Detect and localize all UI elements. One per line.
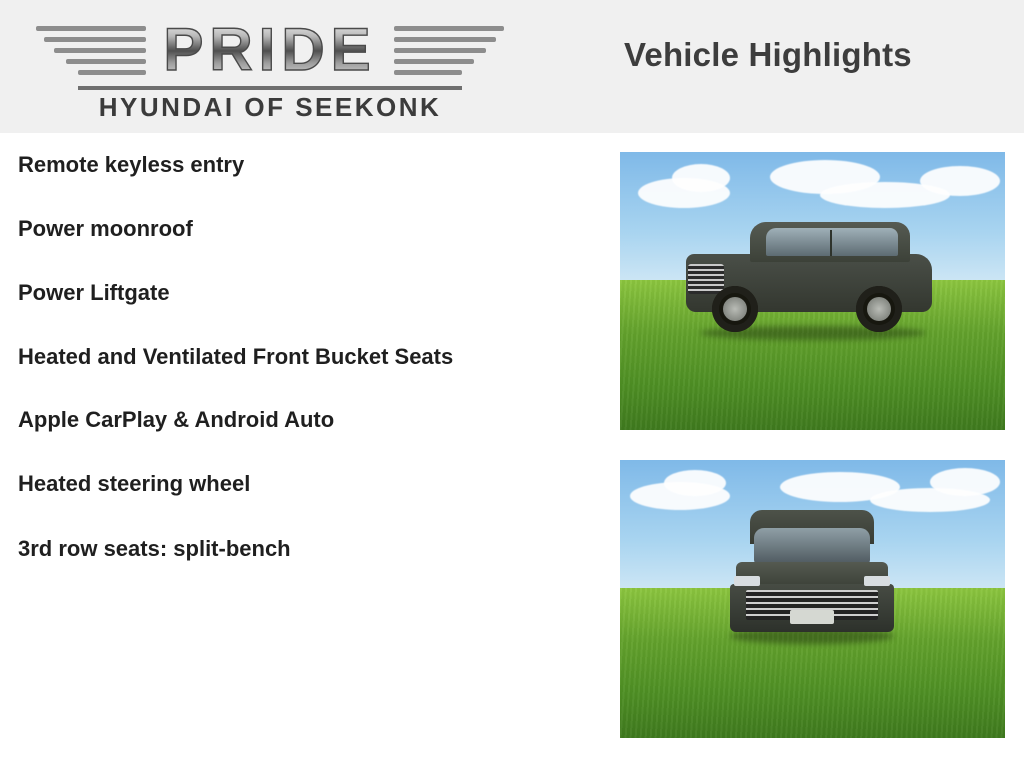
vehicle-front-three-quarter-photo <box>620 152 1005 430</box>
vehicle-features-list <box>18 148 598 596</box>
feature-item: Power Liftgate <box>18 280 170 306</box>
cloud-shape <box>664 470 726 496</box>
suv-front-illustration <box>724 510 900 650</box>
suv-side-illustration <box>680 214 938 334</box>
dealer-logo <box>0 0 600 133</box>
feature-item: Heated steering wheel <box>18 471 251 497</box>
feature-item: Apple CarPlay & Android Auto <box>18 407 335 433</box>
page-title: Vehicle Highlights <box>624 36 912 73</box>
pride-hyundai-logo-icon <box>20 4 520 128</box>
feature-item: 3rd row seats: split-bench <box>18 535 291 561</box>
vehicle-front-photo <box>620 460 1005 738</box>
feature-item: Heated and Ventilated Front Bucket Seats <box>18 344 454 370</box>
page-header <box>0 0 1024 133</box>
cloud-shape <box>672 164 730 192</box>
cloud-shape <box>930 468 1000 496</box>
logo-dealer-text: HYUNDAI OF SEEKONK <box>98 92 442 122</box>
feature-item: Remote keyless entry <box>18 152 245 177</box>
logo-brand-text: PRIDE <box>163 16 377 83</box>
cloud-shape <box>920 166 1000 196</box>
feature-item: Power moonroof <box>18 216 193 242</box>
